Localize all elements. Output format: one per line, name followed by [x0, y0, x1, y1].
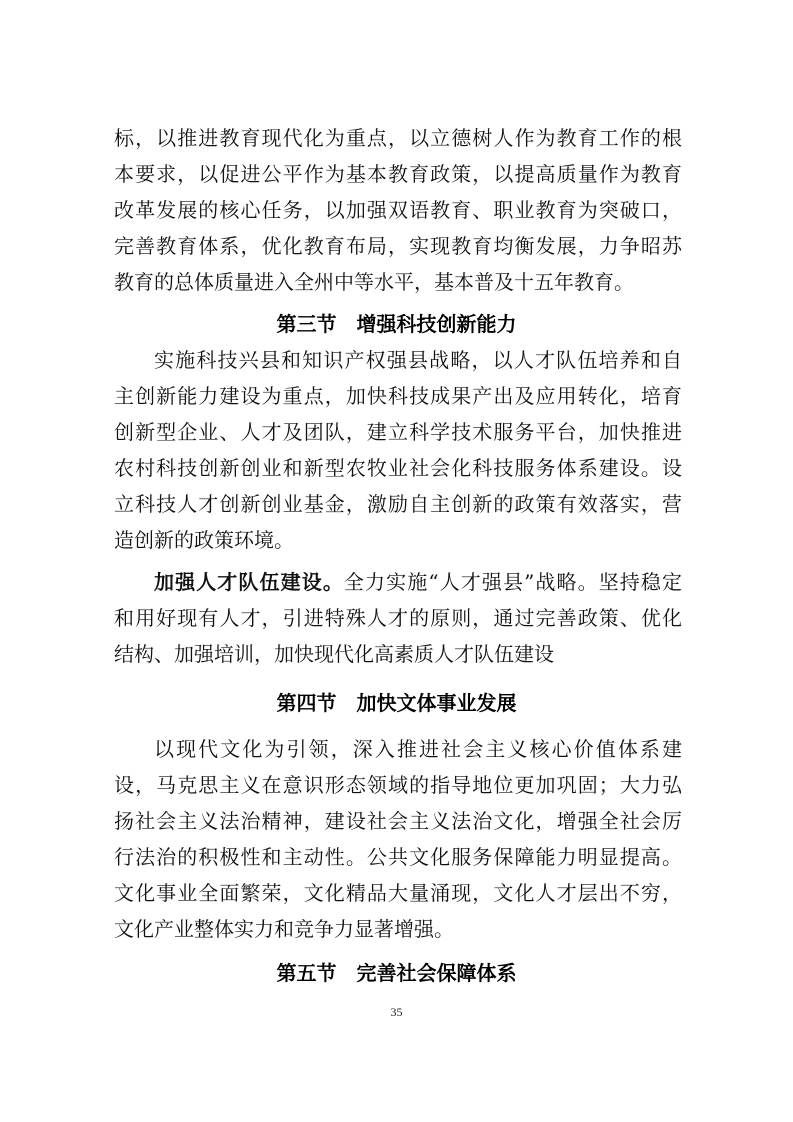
- page-number: 35: [390, 1005, 403, 1019]
- s4p1-line-3: 扬社会主义法治精神，建设社会主义法治文化，增强全社会厉: [114, 809, 682, 833]
- s3p1-line-1: 实施科技兴县和知识产权强县战略，以人才队伍培养和自: [154, 348, 682, 372]
- s4p1-line-5: 文化事业全面繁荣，文化精品大量涌现，文化人才层出不穷，: [114, 881, 682, 905]
- s3p2-line-3: 结构、加强培训，加快现代化高素质人才队伍建设: [114, 642, 554, 666]
- intro-line-4: 完善教育体系，优化教育布局，实现教育均衡发展，力争昭苏: [114, 234, 682, 258]
- section3-title: 增强科技创新能力: [356, 312, 517, 336]
- intro-line-2: 本要求，以促进公平作为基本教育政策，以提高质量作为教育: [114, 162, 682, 186]
- s4p1-line-4: 行法治的积极性和主动性。公共文化服务保障能力明显提高。: [114, 845, 682, 869]
- section3-number: 第三节: [276, 312, 337, 336]
- section4-heading: [0, 688, 793, 718]
- s3p1-line-5: 立科技人才创新创业基金，激励自主创新的政策有效落实，营: [114, 492, 682, 516]
- s3p2-line-1: [154, 567, 682, 597]
- s4p1-line-2: 设，马克思主义在意识形态领域的指导地位更加巩固；大力弘: [114, 773, 682, 797]
- s3p1-line-2: 主创新能力建设为重点，加快科技成果产出及应用转化，培育: [114, 384, 682, 408]
- s3p1-line-4: 农村科技创新创业和新型农牧业社会化科技服务体系建设。设: [114, 456, 682, 480]
- s4p1-line-6: 文化产业整体实力和竞争力显著增强。: [114, 917, 454, 941]
- intro-line-1: 标，以推进教育现代化为重点，以立德树人作为教育工作的根: [114, 126, 682, 150]
- s3p1-line-6: 造创新的政策环境。: [114, 528, 294, 552]
- section4-title: 加快文体事业发展: [356, 691, 517, 715]
- section4-number: 第四节: [276, 691, 337, 715]
- intro-line-5: 教育的总体质量进入全州中等水平，基本普及十五年教育。: [114, 270, 634, 294]
- s4p1-line-1: 以现代文化为引领，深入推进社会主义核心价值体系建: [154, 737, 682, 761]
- section5-title: 完善社会保障体系: [356, 961, 517, 985]
- s3p2-line-2: 和用好现有人才，引进特殊人才的原则，通过完善政策、优化: [114, 606, 682, 630]
- section3-heading: [0, 309, 793, 339]
- s3p2-first-line-rest: 全力实施“人才强县”战略。坚持稳定: [343, 570, 683, 594]
- section5-heading: [0, 958, 793, 988]
- s3p1-line-3: 创新型企业、人才及团队，建立科学技术服务平台，加快推进: [114, 420, 682, 444]
- intro-line-3: 改革发展的核心任务，以加强双语教育、职业教育为突破口，: [114, 198, 682, 222]
- section5-number: 第五节: [276, 961, 337, 985]
- s3p2-bold-lead: 加强人才队伍建设。: [154, 570, 344, 594]
